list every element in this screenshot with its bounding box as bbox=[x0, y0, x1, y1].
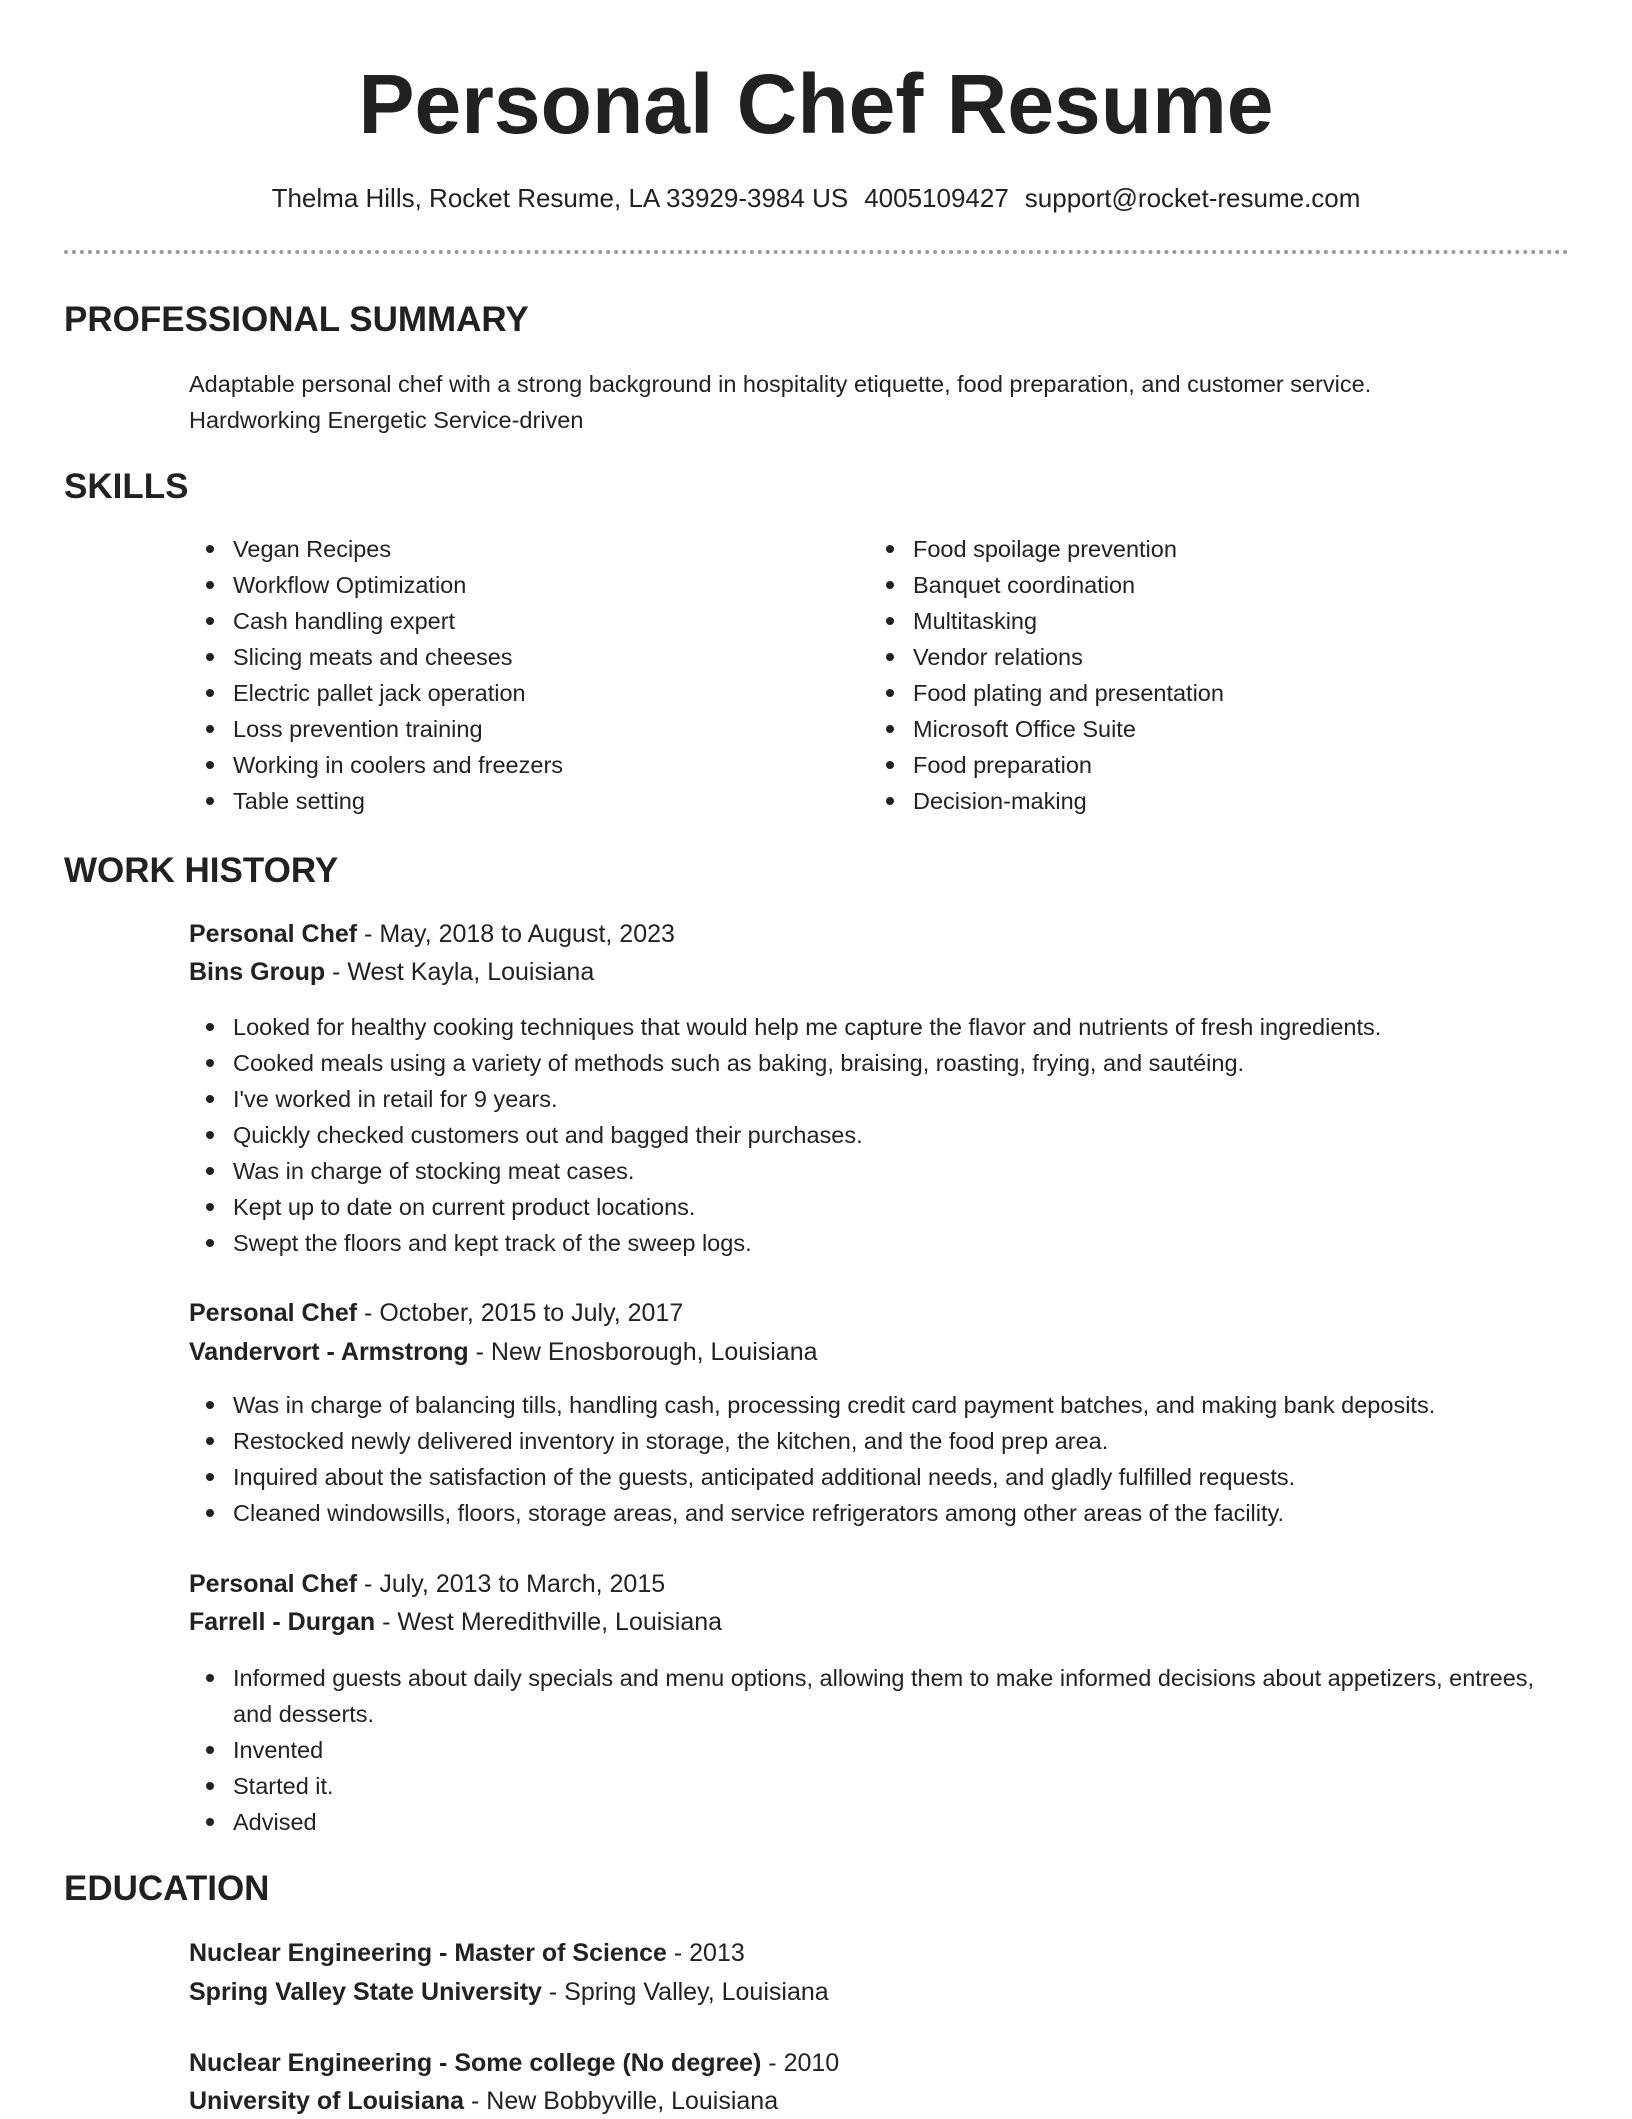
job-duty: Was in charge of stocking meat cases. bbox=[189, 1153, 1569, 1189]
skill-item: Multitasking bbox=[869, 603, 1569, 639]
job-duty: Informed guests about daily specials and menu options, allowing them to make informed decisions about appetizers, entrees, and desserts. bbox=[189, 1660, 1559, 1732]
job-duties-list bbox=[189, 1660, 1559, 1840]
job-dates: - July, 2013 to March, 2015 bbox=[357, 1570, 666, 1598]
skills-heading: SKILLS bbox=[64, 467, 189, 506]
job-title: Personal Chef bbox=[189, 920, 358, 948]
skills-list-right bbox=[869, 531, 1569, 819]
work-history-heading: WORK HISTORY bbox=[64, 851, 339, 890]
skill-item: Table setting bbox=[189, 783, 829, 819]
education-school: Spring Valley State University bbox=[189, 1978, 542, 2006]
skill-item: Slicing meats and cheeses bbox=[189, 639, 829, 675]
contact-phone: 4005109427 bbox=[864, 183, 1009, 213]
job-title-line bbox=[189, 1295, 683, 1331]
job-dates: - May, 2018 to August, 2023 bbox=[357, 920, 675, 948]
skill-item: Electric pallet jack operation bbox=[189, 675, 829, 711]
summary-line: Hardworking Energetic Service-driven bbox=[189, 407, 584, 433]
summary-text bbox=[189, 366, 1569, 438]
job-duty: Started it. bbox=[189, 1768, 1559, 1804]
summary-line: Adaptable personal chef with a strong background in hospitality etiquette, food preparation, and customer service. bbox=[189, 371, 1372, 397]
contact-email: support@rocket-resume.com bbox=[1024, 183, 1361, 213]
job-duty: Cleaned windowsills, floors, storage areas, and service refrigerators among other areas of the facility. bbox=[189, 1495, 1569, 1531]
job-duty: I've worked in retail for 9 years. bbox=[189, 1081, 1569, 1117]
job-title-line bbox=[189, 1566, 665, 1602]
job-duties-list bbox=[189, 1387, 1569, 1531]
resume-title: Personal Chef Resume bbox=[358, 57, 1274, 151]
education-heading: EDUCATION bbox=[64, 1869, 270, 1908]
skill-item: Cash handling expert bbox=[189, 603, 829, 639]
job-duty: Kept up to date on current product locations. bbox=[189, 1189, 1569, 1225]
skill-item: Food spoilage prevention bbox=[869, 531, 1569, 567]
job-location: - West Kayla, Louisiana bbox=[325, 958, 595, 986]
job-duty: Restocked newly delivered inventory in storage, the kitchen, and the food prep area. bbox=[189, 1423, 1569, 1459]
education-degree: Nuclear Engineering - Some college (No degree) bbox=[189, 2049, 762, 2077]
education-degree-line bbox=[189, 2045, 839, 2081]
job-duty: Cooked meals using a variety of methods such as baking, braising, roasting, frying, and sautéing. bbox=[189, 1045, 1569, 1081]
education-degree-line bbox=[189, 1935, 745, 1971]
education-year: - 2013 bbox=[666, 1939, 745, 1967]
job-dates: - October, 2015 to July, 2017 bbox=[357, 1299, 684, 1327]
skill-item: Workflow Optimization bbox=[189, 567, 829, 603]
job-title-line bbox=[189, 916, 675, 952]
job-duty: Swept the floors and kept track of the sweep logs. bbox=[189, 1225, 1569, 1261]
contact-line bbox=[0, 180, 1632, 216]
education-school: University of Louisiana bbox=[189, 2087, 465, 2115]
skill-item: Decision-making bbox=[869, 783, 1569, 819]
job-company-line bbox=[189, 1334, 818, 1370]
skill-item: Vendor relations bbox=[869, 639, 1569, 675]
job-duties-list bbox=[189, 1009, 1569, 1261]
education-year: - 2010 bbox=[761, 2049, 840, 2077]
header-divider bbox=[64, 250, 1569, 254]
contact-address: Thelma Hills, Rocket Resume, LA 33929-3984 US bbox=[271, 183, 849, 213]
job-location: - West Meredithville, Louisiana bbox=[375, 1608, 723, 1636]
job-duty: Invented bbox=[189, 1732, 1559, 1768]
education-location: - New Bobbyville, Louisiana bbox=[464, 2087, 779, 2115]
skill-item: Loss prevention training bbox=[189, 711, 829, 747]
job-company-line bbox=[189, 1604, 722, 1640]
job-duty: Advised bbox=[189, 1804, 1559, 1840]
skill-item: Food plating and presentation bbox=[869, 675, 1569, 711]
skill-item: Working in coolers and freezers bbox=[189, 747, 829, 783]
education-location: - Spring Valley, Louisiana bbox=[541, 1978, 829, 2006]
job-duty: Inquired about the satisfaction of the guests, anticipated additional needs, and gladly fulfilled requests. bbox=[189, 1459, 1569, 1495]
job-duty: Quickly checked customers out and bagged their purchases. bbox=[189, 1117, 1569, 1153]
skill-item: Microsoft Office Suite bbox=[869, 711, 1569, 747]
job-company: Vandervort - Armstrong bbox=[189, 1338, 469, 1366]
job-duty: Was in charge of balancing tills, handling cash, processing credit card payment batches, and making bank deposits. bbox=[189, 1387, 1569, 1423]
education-school-line bbox=[189, 1974, 829, 2010]
skill-item: Vegan Recipes bbox=[189, 531, 829, 567]
job-duty: Looked for healthy cooking techniques that would help me capture the flavor and nutrients of fresh ingredients. bbox=[189, 1009, 1569, 1045]
education-school-line bbox=[189, 2083, 778, 2119]
job-company-line bbox=[189, 954, 594, 990]
job-company: Bins Group bbox=[189, 958, 326, 986]
summary-heading: PROFESSIONAL SUMMARY bbox=[64, 300, 529, 339]
job-title: Personal Chef bbox=[189, 1570, 358, 1598]
education-degree: Nuclear Engineering - Master of Science bbox=[189, 1939, 667, 1967]
skill-item: Banquet coordination bbox=[869, 567, 1569, 603]
job-location: - New Enosborough, Louisiana bbox=[468, 1338, 818, 1366]
job-title: Personal Chef bbox=[189, 1299, 358, 1327]
skills-list-left bbox=[189, 531, 829, 819]
job-company: Farrell - Durgan bbox=[189, 1608, 376, 1636]
skill-item: Food preparation bbox=[869, 747, 1569, 783]
